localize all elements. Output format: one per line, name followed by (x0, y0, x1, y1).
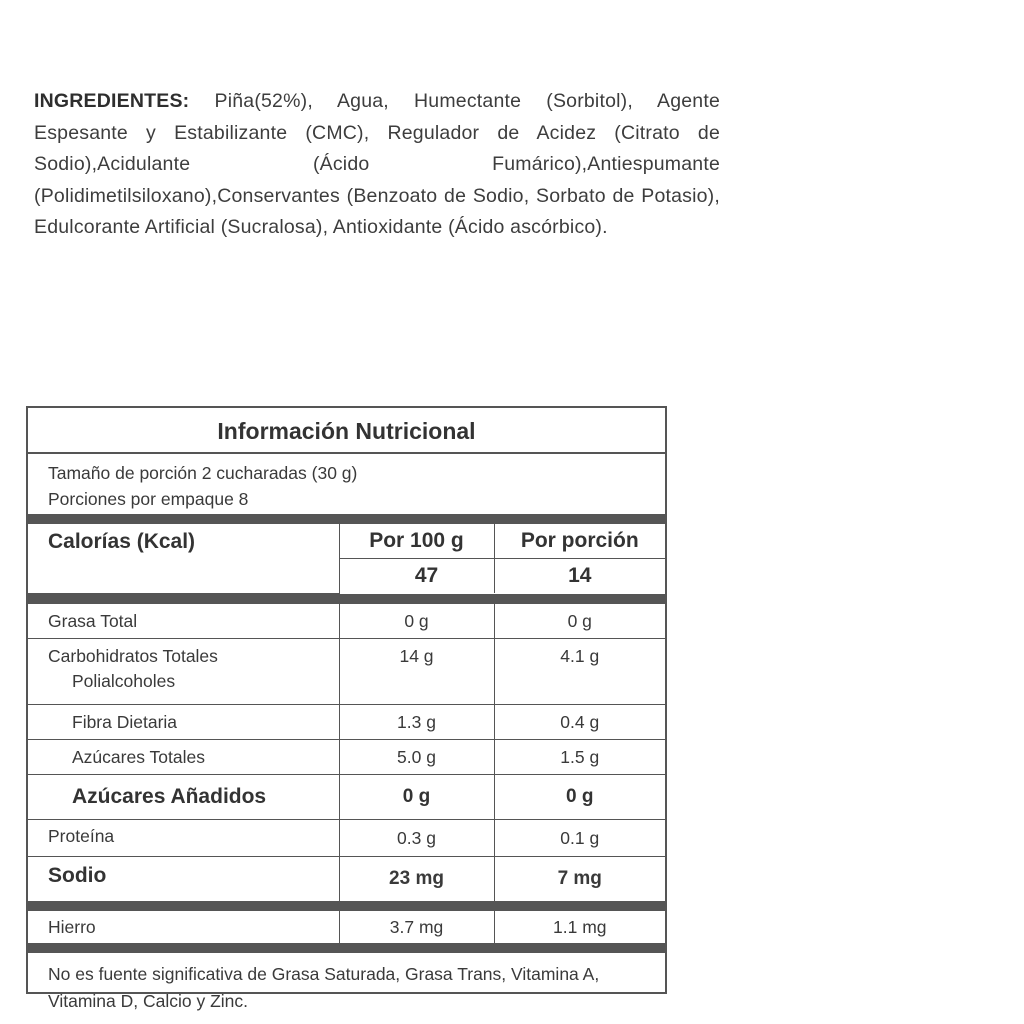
serving-size: Tamaño de porción 2 cucharadas (30 g) (48, 463, 358, 483)
nutrient-per-portion: 0 g (494, 774, 665, 819)
nutrient-label: Azúcares Totales (28, 739, 339, 774)
ingredients-list: Piña(52%), Agua, Humectante (Sorbitol), Agente Espesante y Estabilizante (CMC), Regulador de Acidez (Citrato de Sodio),Acidulante (Ácido Fumárico),Antiespumante (Polidimetilsiloxano),Conservantes (Benzoato de Sodio, Sorbato de Potasio), Edulcorante Artificial (Sucralosa), Antioxidante (Ácido ascórbico). (34, 90, 720, 238)
nutrient-per-100g: 0 g (339, 604, 494, 639)
table-row (28, 856, 665, 901)
nutrient-sublabel: Polialcoholes (72, 670, 176, 691)
nutrient-per-100g: 0 g (339, 774, 494, 819)
ingredients-label: INGREDIENTES: (34, 90, 190, 112)
calories-per-portion: 14 (494, 559, 665, 594)
nutrient-per-100g: 1.3 g (339, 704, 494, 739)
nutrient-per-100g: 5.0 g (339, 739, 494, 774)
nutrient-label: Proteína (28, 819, 339, 856)
minerals-table (28, 911, 665, 943)
nutrient-per-100g: 3.7 mg (339, 911, 494, 943)
nutrient-per-portion: 7 mg (494, 856, 665, 901)
nutrient-per-portion: 0 g (494, 604, 665, 639)
divider-thick (28, 514, 665, 524)
divider-thick (28, 943, 665, 953)
table-row (28, 819, 665, 856)
nutrient-label: Carbohidratos Totales (48, 645, 218, 666)
divider-thick (28, 594, 665, 604)
nutrient-label: Grasa Total (28, 604, 339, 639)
nutrient-per-100g: 14 g (339, 638, 494, 704)
nutrient-label: Hierro (28, 911, 339, 943)
nutrient-per-100g: 23 mg (339, 856, 494, 901)
servings-per-package: Porciones por empaque 8 (48, 489, 249, 509)
table-row (28, 739, 665, 774)
ingredients-text (34, 86, 720, 244)
column-header-per-portion: Por porción (494, 524, 665, 559)
nutrient-per-portion: 4.1 g (494, 638, 665, 704)
nutrient-per-portion: 0.1 g (494, 819, 665, 856)
calories-table (28, 524, 665, 594)
table-row (28, 774, 665, 819)
divider-thick (28, 901, 665, 911)
nutrient-per-100g: 0.3 g (339, 819, 494, 856)
nutrients-table (28, 604, 665, 901)
column-header-per-100g: Por 100 g (339, 524, 494, 559)
table-row (28, 704, 665, 739)
table-row (28, 638, 665, 704)
nutrient-per-portion: 1.5 g (494, 739, 665, 774)
nutrient-label: Azúcares Añadidos (28, 774, 339, 819)
nutrient-label-group (28, 638, 339, 704)
serving-info (28, 454, 665, 514)
nutrient-label: Sodio (28, 856, 339, 901)
footnote: No es fuente significativa de Grasa Saturada, Grasa Trans, Vitamina A, Vitamina D, Calcio y Zinc. (48, 963, 600, 1011)
nutrition-facts-panel (26, 406, 667, 1011)
nutrient-label: Fibra Dietaria (28, 704, 339, 739)
nutrient-per-portion: 1.1 mg (494, 911, 665, 943)
nutrient-per-portion: 0.4 g (494, 704, 665, 739)
calories-label: Calorías (Kcal) (28, 524, 339, 593)
table-row (28, 911, 665, 943)
calories-header-row (28, 524, 665, 559)
nutrition-title: Información Nutricional (28, 408, 665, 454)
table-row (28, 604, 665, 639)
calories-per-100g: 47 (339, 559, 494, 594)
